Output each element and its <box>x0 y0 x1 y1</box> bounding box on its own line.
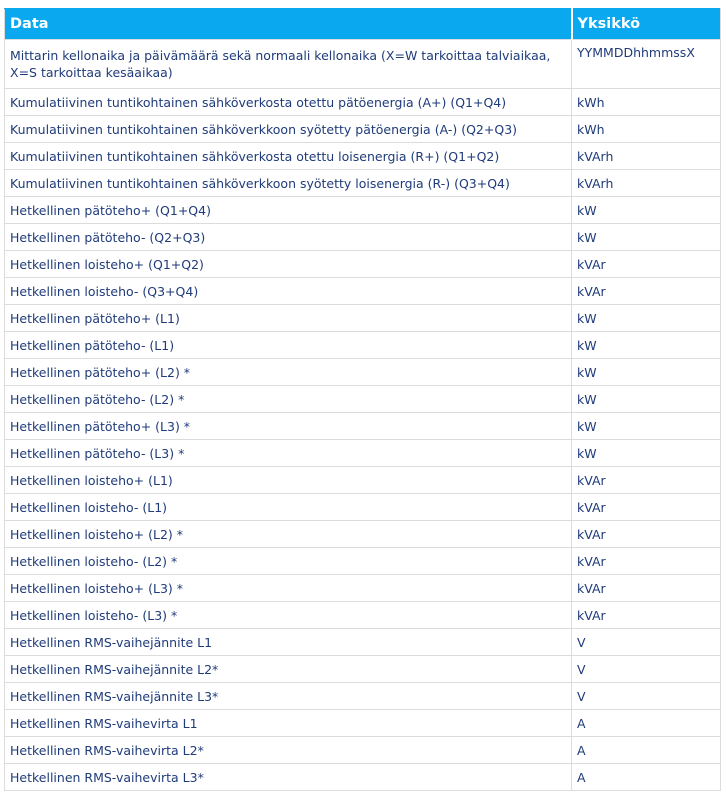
data-cell: Hetkellinen loisteho- (L2) * <box>5 548 572 575</box>
data-cell: Hetkellinen loisteho- (Q3+Q4) <box>5 278 572 305</box>
table-row <box>5 710 721 737</box>
table-row <box>5 521 721 548</box>
unit-cell: kW <box>572 440 721 467</box>
table-row <box>5 494 721 521</box>
unit-cell: kVAr <box>572 467 721 494</box>
table-row <box>5 656 721 683</box>
data-cell: Kumulatiivinen tuntikohtainen sähköverkkoon syötetty loisenergia (R-) (Q3+Q4) <box>5 170 572 197</box>
data-cell: Kumulatiivinen tuntikohtainen sähköverkkoon syötetty pätöenergia (A-) (Q2+Q3) <box>5 116 572 143</box>
unit-cell: YYMMDDhhmmssX <box>572 40 721 89</box>
data-cell: Hetkellinen loisteho- (L3) * <box>5 602 572 629</box>
unit-cell: kWh <box>572 89 721 116</box>
data-cell: Hetkellinen loisteho+ (Q1+Q2) <box>5 251 572 278</box>
data-cell: Hetkellinen RMS-vaihevirta L3* <box>5 764 572 791</box>
data-cell: Hetkellinen loisteho+ (L1) <box>5 467 572 494</box>
table-row <box>5 197 721 224</box>
data-cell: Hetkellinen loisteho- (L1) <box>5 494 572 521</box>
table-row <box>5 359 721 386</box>
unit-cell: kWh <box>572 116 721 143</box>
table-row <box>5 332 721 359</box>
unit-cell: kW <box>572 224 721 251</box>
unit-cell: kVArh <box>572 143 721 170</box>
data-cell: Hetkellinen RMS-vaihejännite L2* <box>5 656 572 683</box>
table-row <box>5 251 721 278</box>
table-row <box>5 116 721 143</box>
unit-cell: kVArh <box>572 170 721 197</box>
unit-cell: V <box>572 683 721 710</box>
table-row <box>5 737 721 764</box>
table-row <box>5 629 721 656</box>
table-row <box>5 278 721 305</box>
data-cell: Kumulatiivinen tuntikohtainen sähköverkosta otettu pätöenergia (A+) (Q1+Q4) <box>5 89 572 116</box>
data-cell: Hetkellinen RMS-vaihejännite L1 <box>5 629 572 656</box>
data-cell: Hetkellinen pätöteho+ (L3) * <box>5 413 572 440</box>
table-row <box>5 305 721 332</box>
unit-cell: kW <box>572 359 721 386</box>
table-row <box>5 440 721 467</box>
unit-cell: kVAr <box>572 278 721 305</box>
data-cell: Hetkellinen pätöteho+ (L2) * <box>5 359 572 386</box>
unit-cell: A <box>572 710 721 737</box>
unit-cell: V <box>572 629 721 656</box>
table-row <box>5 764 721 791</box>
column-header-data: Data <box>5 9 572 40</box>
table-row <box>5 143 721 170</box>
table-row <box>5 386 721 413</box>
data-cell: Hetkellinen RMS-vaihevirta L2* <box>5 737 572 764</box>
table-row <box>5 602 721 629</box>
data-cell: Hetkellinen RMS-vaihevirta L1 <box>5 710 572 737</box>
data-cell: Kumulatiivinen tuntikohtainen sähköverkosta otettu loisenergia (R+) (Q1+Q2) <box>5 143 572 170</box>
unit-cell: kW <box>572 332 721 359</box>
table-body <box>5 40 721 791</box>
unit-cell: kVAr <box>572 521 721 548</box>
table-header <box>5 9 721 40</box>
unit-cell: kW <box>572 413 721 440</box>
data-unit-table <box>4 8 721 791</box>
unit-cell: kVAr <box>572 548 721 575</box>
table-row <box>5 413 721 440</box>
table-row <box>5 548 721 575</box>
unit-cell: A <box>572 737 721 764</box>
column-header-unit: Yksikkö <box>572 9 721 40</box>
unit-cell: kVAr <box>572 251 721 278</box>
unit-cell: kVAr <box>572 575 721 602</box>
header-row <box>5 9 721 40</box>
data-cell: Hetkellinen pätöteho- (L3) * <box>5 440 572 467</box>
table-row <box>5 683 721 710</box>
data-cell: Hetkellinen pätöteho- (L2) * <box>5 386 572 413</box>
table-row <box>5 40 721 89</box>
table-row <box>5 575 721 602</box>
data-table-container <box>4 8 720 791</box>
data-cell: Hetkellinen pätöteho+ (Q1+Q4) <box>5 197 572 224</box>
data-cell: Hetkellinen loisteho+ (L3) * <box>5 575 572 602</box>
unit-cell: kVAr <box>572 602 721 629</box>
unit-cell: A <box>572 764 721 791</box>
table-row <box>5 170 721 197</box>
data-cell: Hetkellinen pätöteho+ (L1) <box>5 305 572 332</box>
table-row <box>5 224 721 251</box>
unit-cell: kW <box>572 197 721 224</box>
data-cell: Hetkellinen RMS-vaihejännite L3* <box>5 683 572 710</box>
table-row <box>5 89 721 116</box>
data-cell: Hetkellinen pätöteho- (Q2+Q3) <box>5 224 572 251</box>
unit-cell: kW <box>572 386 721 413</box>
data-cell: Mittarin kellonaika ja päivämäärä sekä normaali kellonaika (X=W tarkoittaa talviaikaa, X=S tarkoittaa kesäaikaa) <box>5 40 572 89</box>
unit-cell: kVAr <box>572 494 721 521</box>
unit-cell: kW <box>572 305 721 332</box>
table-row <box>5 467 721 494</box>
unit-cell: V <box>572 656 721 683</box>
data-cell: Hetkellinen pätöteho- (L1) <box>5 332 572 359</box>
data-cell: Hetkellinen loisteho+ (L2) * <box>5 521 572 548</box>
